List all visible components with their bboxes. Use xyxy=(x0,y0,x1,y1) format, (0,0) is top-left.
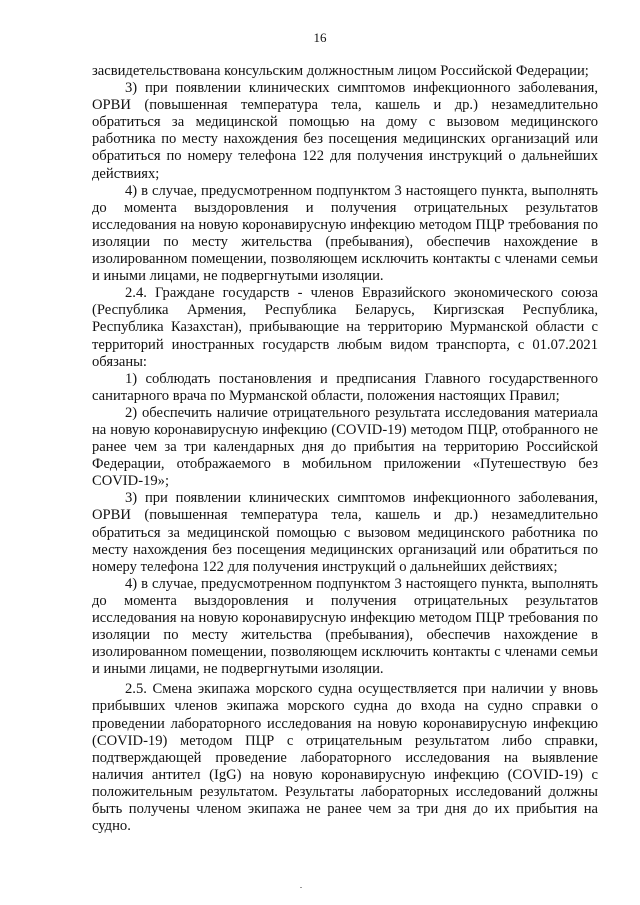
paragraph-symptoms-call: 3) при появлении клинических симптомов инфекционного заболевания, ОРВИ (повышенная температура тела, кашель и др.) незамедлительно обратиться за медицинской помощью с вызовом медицинского работника по месту нахождения без посещения медицинских организаций или обратиться по номеру телефона 122 для получения инструкций о дальнейших действиях; xyxy=(92,490,598,575)
paragraph-isolation-2: 4) в случае, предусмотренном подпунктом 3 настоящего пункта, выполнять до момента выздоровления и получения отрицательных результатов исследования на новую коронавирусную инфекцию методом ПЦР требования по изоляции по месту жительства (пребывания), обеспечив нахождение в изолированном помещении, позволяющем исключить контакты с членами семьи и иными лицами, не подвергнутыми изоляции. xyxy=(92,575,598,678)
paragraph-symptoms-home: 3) при появлении клинических симптомов инфекционного заболевания, ОРВИ (повышенная температура тела, кашель и др.) незамедлительно обратиться за медицинской помощью на дому с вызовом медицинского работника по месту нахождения без посещения медицинских организаций или обратиться по номеру телефона 122 для получения инструкций о дальнейших действиях; xyxy=(92,80,598,182)
paragraph-pcr-result: 2) обеспечить наличие отрицательного результата исследования материала на новую коронавирусную инфекцию (COVID-19) методом ПЦР, отобранного не ранее чем за три календарных дня до прибытия на территорию Российской Федерации, отображаемого в мобильном приложении «Путешествую без COVID-19»; xyxy=(92,404,598,490)
document-body xyxy=(92,63,598,835)
paragraph-comply-orders: 1) соблюдать постановления и предписания Главного государственного санитарного врача по Мурманской области, положения настоящих Правил; xyxy=(92,370,598,404)
paragraph-section-2-4: 2.4. Граждане государств - членов Евразийского экономического союза (Республика Армения, Республика Беларусь, Киргизская Республика, Республика Казахстан), прибывающие на территорию Мурманской области с территорий иностранных государств любым видом транспорта, с 01.07.2021 обязаны: xyxy=(92,285,598,370)
page-number: 16 xyxy=(313,30,327,45)
paragraph-isolation-1: 4) в случае, предусмотренном подпунктом 3 настоящего пункта, выполнять до момента выздоровления и получения отрицательных результатов исследования на новую коронавирусную инфекцию методом ПЦР требования по изоляции по месту жительства (пребывания), обеспечив нахождение в изолированном помещении, позволяющем исключить контакты с членами семьи и иными лицами, не подвергнутыми изоляции. xyxy=(92,182,598,285)
scan-speck xyxy=(300,887,302,888)
paragraph-section-2-5: 2.5. Смена экипажа морского судна осуществляется при наличии у вновь прибывших членов экипажа морского судна до входа на судно справки о проведении лабораторного исследования на новую коронавирусную инфекцию (COVID-19) методом ПЦР с отрицательным результатом либо справки, подтверждающей проведение лабораторного исследования на выявление наличия антител (IgG) на новую коронавирусную инфекцию (COVID-19) с положительным результатом. Результаты лабораторных исследований должны быть получены членом экипажа не ранее чем за три дня до их прибытия на судно. xyxy=(92,681,598,835)
paragraph-certification: засвидетельствована консульским должностным лицом Российской Федерации; xyxy=(92,63,589,79)
